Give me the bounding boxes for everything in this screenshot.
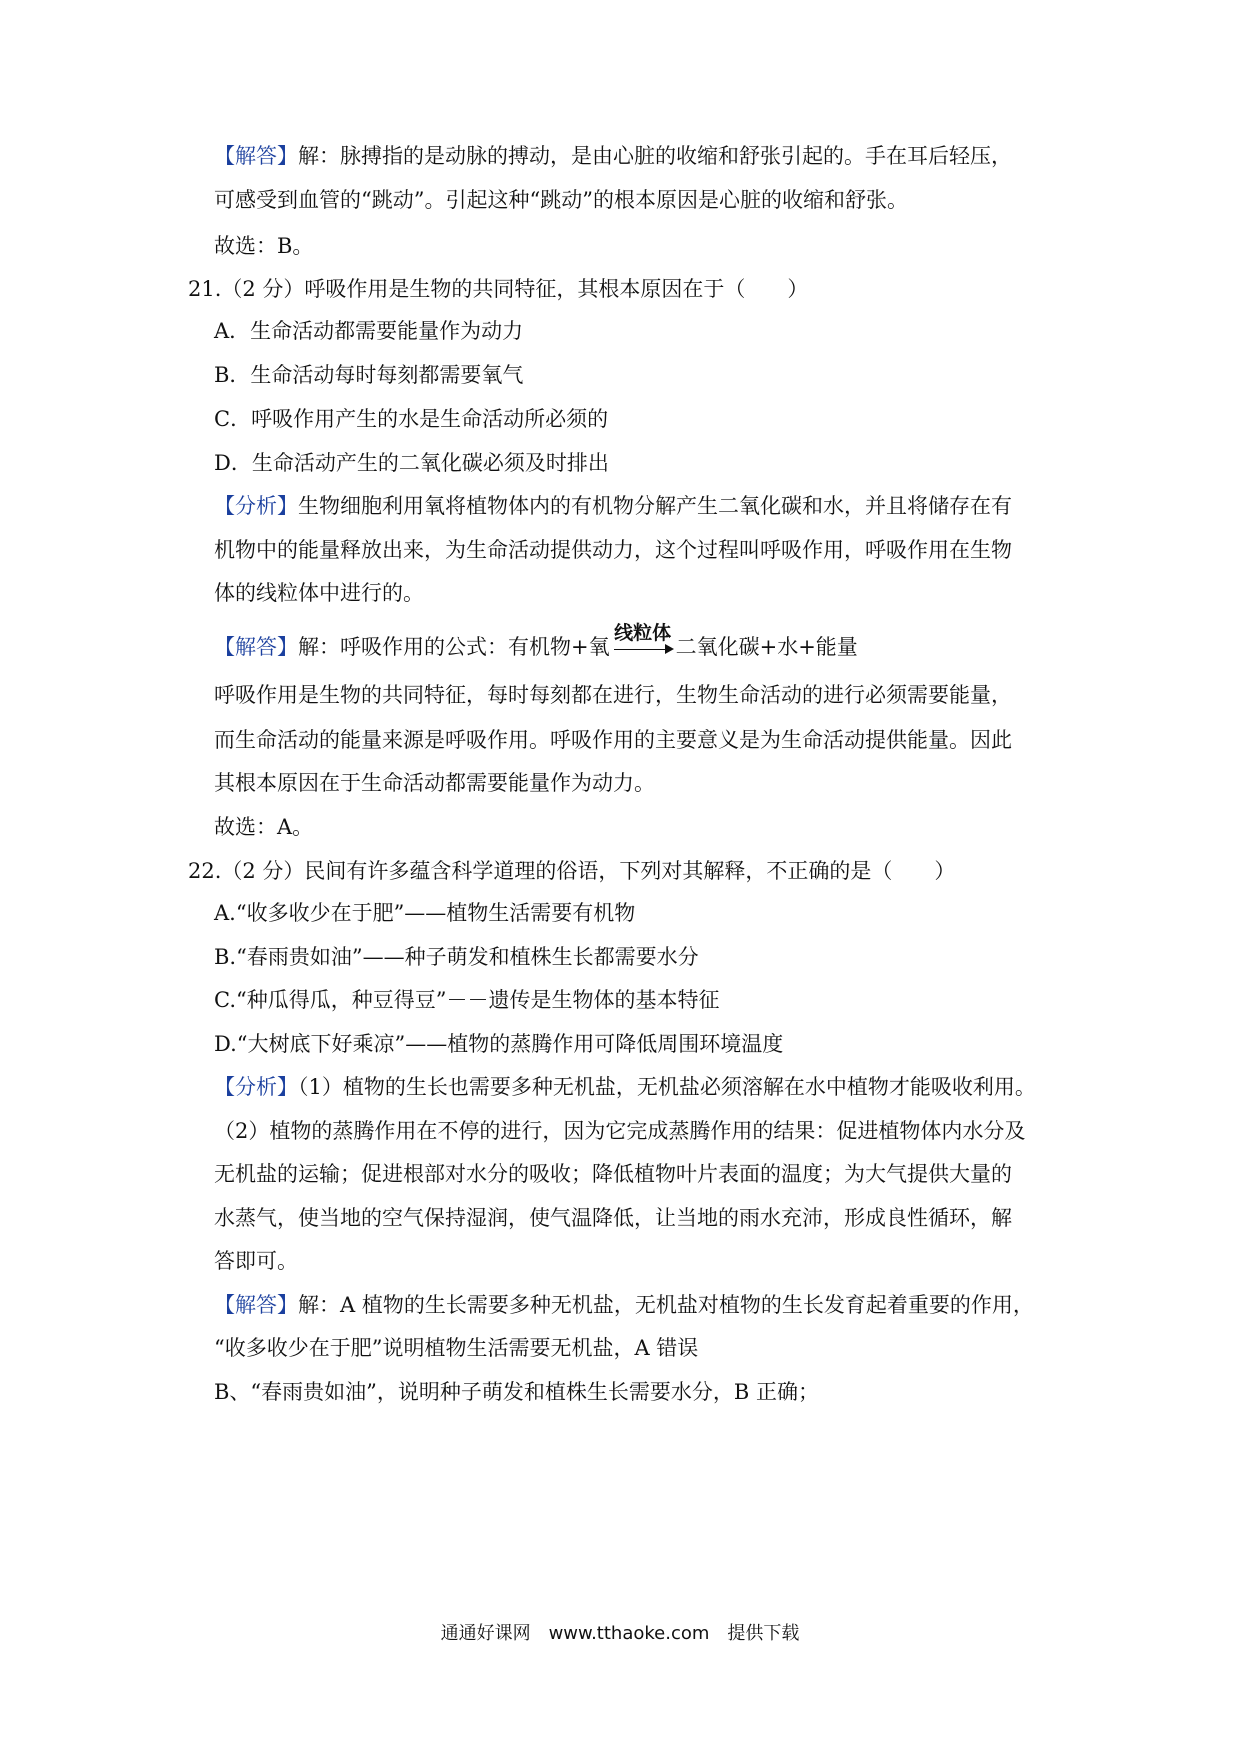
q22-option-a: A.“收多收少在于肥”——植物生活需要有机物 — [214, 901, 636, 925]
q21-answer-line-2: 而生命活动的能量来源是呼吸作用。呼吸作用的主要意义是为生命活动提供能量。因此 — [214, 728, 1012, 752]
answer-label: 【解答】 — [214, 635, 298, 659]
q22-analysis-line-5: 答即可。 — [214, 1249, 298, 1273]
q21-option-b: B．生命活动每时每刻都需要氧气 — [214, 363, 524, 387]
q20-answer-line-2: 可感受到血管的“跳动”。引起这种“跳动”的根本原因是心脏的收缩和舒张。 — [214, 188, 908, 212]
q22-answer-line-3: B、“春雨贵如油”，说明种子萌发和植株生长需要水分，B 正确； — [214, 1380, 820, 1404]
q21-analysis-line-3: 体的线粒体中进行的。 — [214, 581, 424, 605]
answer-label: 【解答】 — [214, 144, 298, 168]
q22-answer-line-2: “收多收少在于肥”说明植物生活需要无机盐，A 错误 — [214, 1336, 699, 1360]
q22-option-d: D.“大树底下好乘凉”——植物的蒸腾作用可降低周围环境温度 — [214, 1032, 784, 1056]
q22-stem: 22.（2 分）民间有许多蕴含科学道理的俗语，下列对其解释，不正确的是（ ） — [188, 859, 956, 883]
q21-option-a: A．生命活动都需要能量作为动力 — [214, 319, 524, 343]
q21-formula-line — [214, 622, 858, 662]
q21-answer-choice: 故选：A。 — [214, 815, 314, 839]
analysis-label: 【分析】 — [214, 494, 298, 518]
q21-answer-line-1: 呼吸作用是生物的共同特征，每时每刻都在进行，生物生命活动的进行必须需要能量， — [214, 683, 1012, 707]
q22-option-c: C.“种瓜得瓜，种豆得豆”－－遗传是生物体的基本特征 — [214, 988, 720, 1012]
reaction-condition: 线粒体 — [614, 622, 672, 644]
q21-analysis-line-2: 机物中的能量释放出来，为生命活动提供动力，这个过程叫呼吸作用，呼吸作用在生物 — [214, 538, 1012, 562]
arrow-head-icon — [665, 644, 674, 654]
arrow-shaft — [614, 649, 668, 650]
q22-analysis-line-3: 无机盐的运输；促进根部对水分的吸收；降低植物叶片表面的温度；为大气提供大量的 — [214, 1162, 1012, 1186]
q20-answer-choice: 故选：B。 — [214, 234, 314, 258]
q20-answer-text: 解：脉搏指的是动脉的搏动，是由心脏的收缩和舒张引起的。手在耳后轻压， — [298, 144, 1012, 168]
q21-answer-line-3: 其根本原因在于生命活动都需要能量作为动力。 — [214, 771, 655, 795]
answer-label: 【解答】 — [214, 1293, 298, 1317]
analysis-label: 【分析】 — [214, 1075, 298, 1099]
q21-analysis-line-1 — [214, 491, 1012, 521]
q22-answer-text: 解：A 植物的生长需要多种无机盐，无机盐对植物的生长发育起着重要的作用， — [298, 1293, 1034, 1317]
q22-analysis-line-1 — [214, 1072, 1036, 1102]
q21-option-c: C．呼吸作用产生的水是生命活动所必须的 — [214, 407, 609, 431]
q21-option-d: D．生命活动产生的二氧化碳必须及时排出 — [214, 451, 609, 475]
q21-stem: 21.（2 分）呼吸作用是生物的共同特征，其根本原因在于（ ） — [188, 277, 809, 301]
q22-answer-line-1 — [214, 1290, 1034, 1320]
formula-suffix: 二氧化碳+水+能量 — [675, 635, 858, 659]
q22-analysis-line-2: （2）植物的蒸腾作用在不停的进行，因为它完成蒸腾作用的结果：促进植物体内水分及 — [214, 1119, 1026, 1143]
q22-analysis-line-4: 水蒸气，使当地的空气保持湿润，使气温降低，让当地的雨水充沛，形成良性循环，解 — [214, 1206, 1012, 1230]
q20-answer-line-1 — [214, 141, 1012, 171]
q22-option-b: B.“春雨贵如油”——种子萌发和植株生长都需要水分 — [214, 945, 699, 969]
q22-analysis-text: （1）植物的生长也需要多种无机盐，无机盐必须溶解在水中植物才能吸收利用。 — [298, 1075, 1036, 1099]
reaction-arrow — [612, 622, 674, 662]
formula-prefix: 解：呼吸作用的公式：有机物+氧 — [298, 635, 610, 659]
q21-analysis-text: 生物细胞利用氧将植物体内的有机物分解产生二氧化碳和水，并且将储存在有 — [298, 494, 1012, 518]
page-footer: 通通好课网 www.tthaoke.com 提供下载 — [440, 1623, 800, 1644]
